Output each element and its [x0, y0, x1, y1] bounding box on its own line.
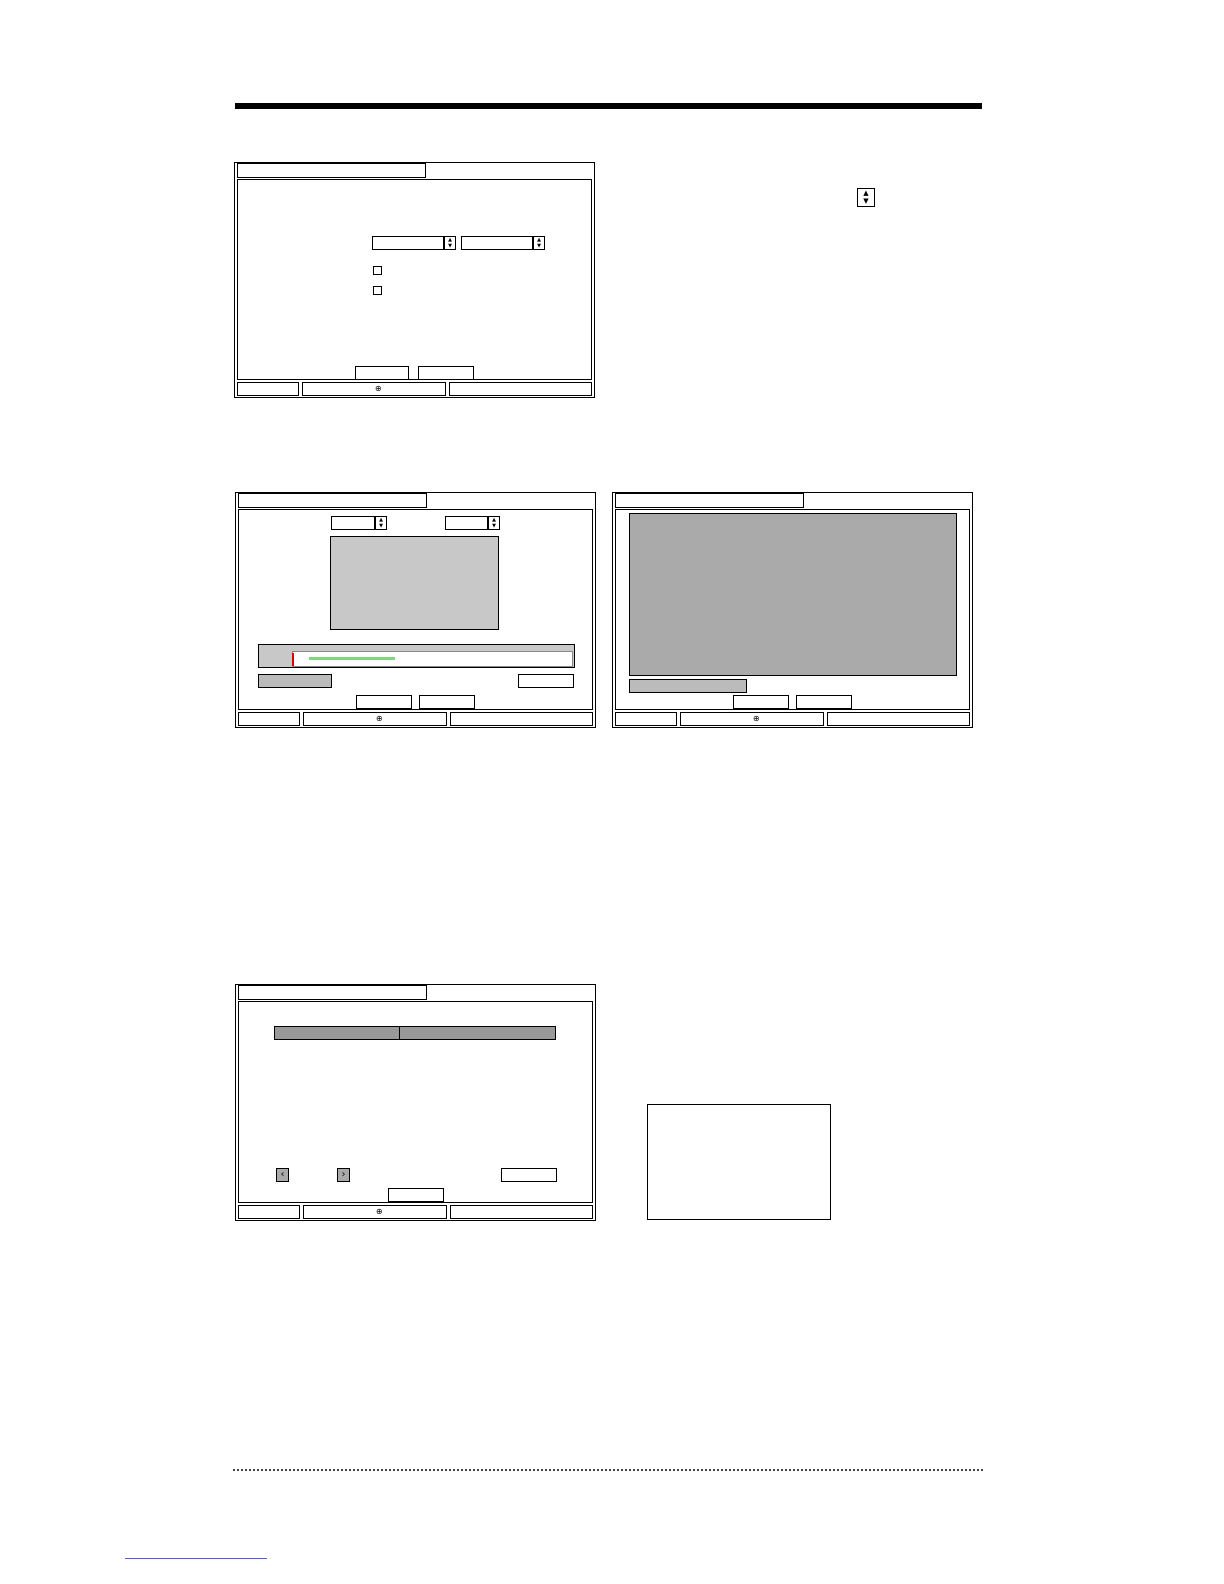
- date-field[interactable]: [372, 236, 444, 250]
- time-field[interactable]: [461, 236, 533, 250]
- goto-end-checkbox[interactable]: [373, 286, 382, 295]
- window-title: [237, 163, 426, 178]
- status-datetime: [450, 1205, 593, 1219]
- detail-button[interactable]: [518, 674, 574, 688]
- date-spin-button[interactable]: ▲ ▼: [444, 236, 456, 250]
- status-datetime: [827, 712, 970, 726]
- recording-bar-all: [309, 657, 395, 660]
- cancel-button[interactable]: [419, 695, 475, 709]
- year-field[interactable]: [331, 516, 375, 530]
- menu-button[interactable]: [238, 712, 300, 726]
- month-field[interactable]: [445, 516, 488, 530]
- column-event[interactable]: [400, 1027, 555, 1039]
- month-spin-button[interactable]: ▲ ▼: [488, 516, 500, 530]
- window-title: [238, 493, 427, 508]
- status-datetime: [449, 382, 592, 396]
- column-time[interactable]: [275, 1027, 400, 1039]
- table-header: [275, 1027, 555, 1039]
- playback-controls[interactable]: [303, 712, 447, 726]
- selected-datetime: [629, 679, 747, 693]
- year-spin-button[interactable]: ▲ ▼: [375, 516, 387, 530]
- status-datetime: [450, 712, 593, 726]
- window-body: [237, 179, 592, 380]
- footer-rule: [233, 1469, 983, 1471]
- cancel-button[interactable]: [418, 366, 474, 380]
- spin-button-icon: ▲ ▼: [857, 188, 875, 207]
- window-title: [238, 985, 427, 1000]
- selected-time: [258, 674, 332, 688]
- close-button[interactable]: [388, 1188, 444, 1202]
- next-page-button[interactable]: ›: [337, 1168, 350, 1182]
- event-filter-dropdown: [647, 1104, 831, 1220]
- menu-button[interactable]: [238, 1205, 300, 1219]
- page-header-rule: [235, 103, 982, 109]
- goto-beginning-checkbox[interactable]: [373, 266, 382, 275]
- clock-icon: ⊕: [375, 1207, 384, 1216]
- playback-controls[interactable]: [303, 1205, 447, 1219]
- time-spin-button[interactable]: ▲ ▼: [533, 236, 545, 250]
- playback-controls[interactable]: [302, 382, 446, 396]
- window-title: [615, 493, 804, 508]
- go-to-button[interactable]: [733, 695, 789, 709]
- camera-timeline-chart: [628, 512, 956, 675]
- prev-page-button[interactable]: ‹: [276, 1168, 289, 1182]
- clock-icon: ⊕: [374, 384, 383, 393]
- cancel-button[interactable]: [796, 695, 852, 709]
- menu-button[interactable]: [237, 382, 299, 396]
- goto-time-window: [234, 162, 595, 398]
- event-table: [274, 1026, 556, 1040]
- month-calendar[interactable]: [330, 536, 499, 630]
- go-to-button[interactable]: [356, 695, 412, 709]
- footer-link-underline: [125, 1558, 267, 1559]
- playback-controls[interactable]: [680, 712, 824, 726]
- time-marker[interactable]: [292, 653, 294, 666]
- reload-button[interactable]: [501, 1168, 557, 1182]
- clock-icon: ⊕: [375, 714, 384, 723]
- ok-button[interactable]: [355, 366, 409, 380]
- clock-icon: ⊕: [752, 714, 761, 723]
- event-search-window: [235, 984, 596, 1221]
- menu-button[interactable]: [615, 712, 677, 726]
